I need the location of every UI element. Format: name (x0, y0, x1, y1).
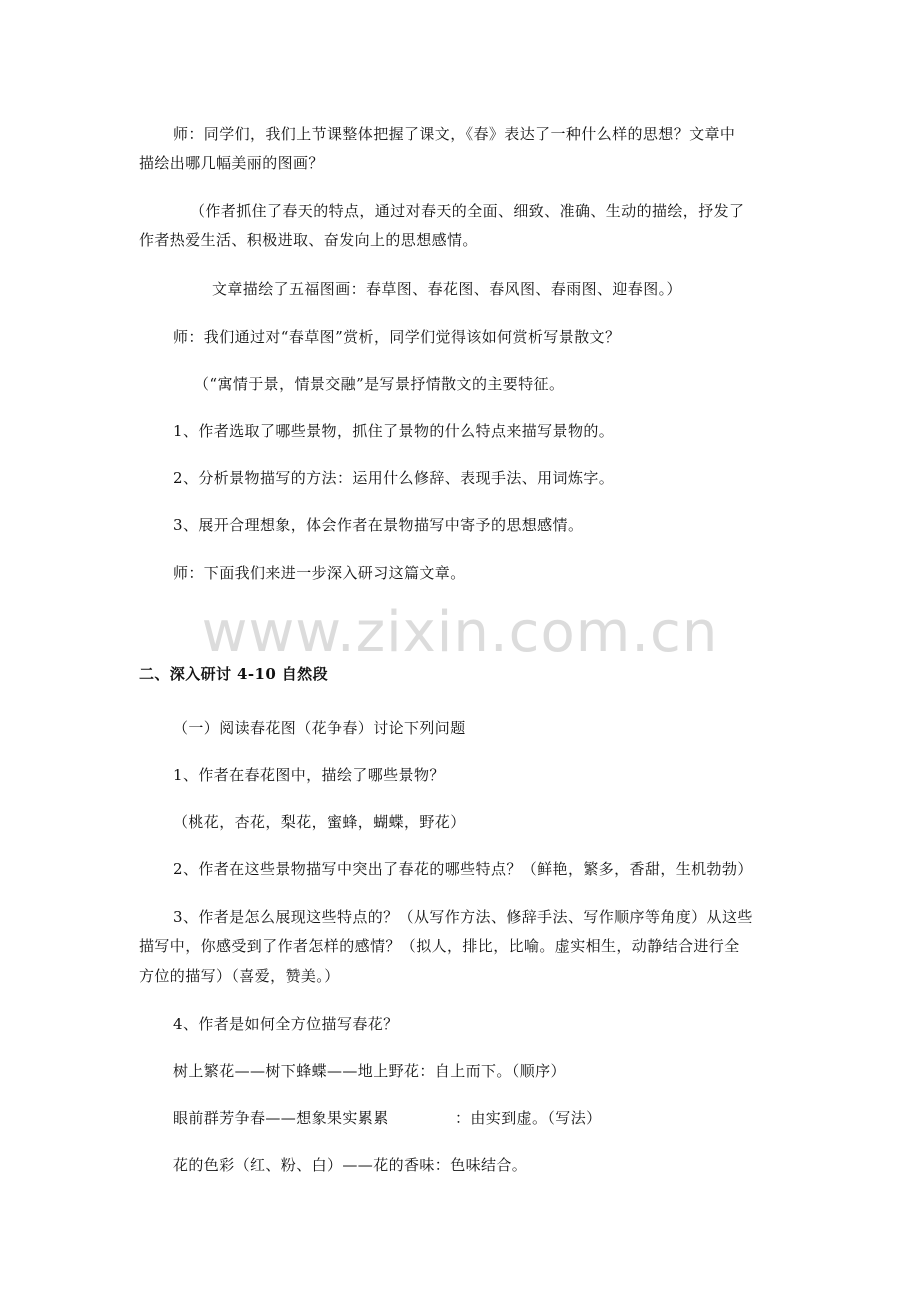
list-item: 2、分析景物描写的方法：运用什么修辞、表现手法、用词炼字。 (173, 469, 615, 487)
answer-line: 树上繁花——树下蜂蝶——地上野花：自上而下。（顺序） (173, 1062, 566, 1080)
question-line: 描写中，你感受到了作者怎样的感情？（拟人，排比，比喻。虚实相生，动静结合进行全 (139, 937, 740, 955)
answer-line: 眼前群芳争春——想象果实累累 (173, 1109, 389, 1127)
watermark: www.zixin.com.cn (201, 600, 719, 665)
answer-line: （桃花，杏花，梨花，蜜蜂，蝴蝶，野花） (173, 813, 466, 831)
question-line: 方位的描写）（喜爱，赞美。） (139, 967, 340, 985)
paragraph-line: 文章描绘了五福图画：春草图、春花图、春风图、春雨图、迎春图。） (212, 280, 682, 298)
question-line: 1、作者在春花图中，描绘了哪些景物？ (173, 766, 445, 784)
question-line: 2、作者在这些景物描写中突出了春花的哪些特点？（鲜艳，繁多，香甜，生机勃勃） (173, 860, 753, 878)
question-line: 3、作者是怎么展现这些特点的？（从写作方法、修辞手法、写作顺序等角度）从这些 (173, 908, 753, 926)
paragraph-line: （“寓情于景，情景交融”是写景抒情散文的主要特征。 (194, 375, 565, 393)
question-line: 4、作者是如何全方位描写春花？ (173, 1015, 399, 1033)
paragraph-line: 师：下面我们来进一步深入研习这篇文章。 (173, 564, 466, 582)
subsection-heading: （一）阅读春花图（花争春）讨论下列问题 (173, 719, 466, 737)
paragraph-line: 作者热爱生活、积极进取、奋发向上的思想感情。 (139, 231, 478, 249)
list-item: 1、作者选取了哪些景物，抓住了景物的什么特点来描写景物的。 (173, 422, 615, 440)
answer-line: 花的色彩（红、粉、白）——花的香味：色味结合。 (173, 1156, 528, 1174)
paragraph-line: 描绘出哪几幅美丽的图画？ (139, 154, 324, 172)
answer-line: ：由实到虚。（写法） (455, 1109, 602, 1127)
list-item: 3、展开合理想象，体会作者在景物描写中寄予的思想感情。 (173, 516, 584, 534)
paragraph-line: 师：同学们，我们上节课整体把握了课文，《春》表达了一种什么样的思想？文章中 (173, 125, 736, 143)
paragraph-line: 师：我们通过对“春草图”赏析，同学们觉得该如何赏析写景散文？ (173, 328, 621, 346)
section-heading: 二、深入研讨 4-10 自然段 (139, 665, 328, 683)
paragraph-line: （作者抓住了春天的特点，通过对春天的全面、细致、准确、生动的描绘，抒发了 (190, 202, 745, 220)
